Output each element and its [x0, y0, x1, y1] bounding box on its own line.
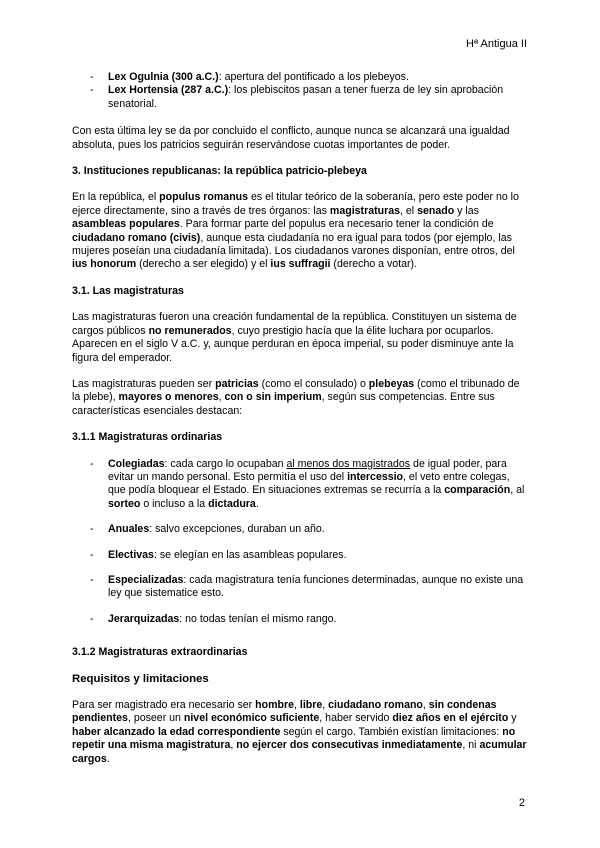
bold-term: ius honorum	[72, 258, 137, 271]
laws-list	[72, 71, 528, 111]
bold-term: hombre	[255, 699, 294, 711]
text-run: , cuyo prestigio hacía que la élite luchara por ocuparlos. Aparecen en el siglo V a.C. y, aunque perduran en época imperial, su poder disminuye ante la figura del emperador.	[72, 324, 514, 364]
list-item	[72, 71, 528, 84]
law-name: Lex Hortensia (287 a.C.)	[108, 84, 229, 97]
text-run: de igual poder, para evitar un mando personal. Esto permitía el uso del	[108, 457, 507, 483]
bold-term: mayores o menores	[118, 391, 219, 404]
page-number: 2	[518, 797, 525, 809]
text-run: : no todas tenían el mismo rango.	[179, 612, 337, 625]
list-item	[72, 84, 528, 111]
text-run: ,	[218, 391, 225, 404]
dash-bullet: -	[90, 573, 94, 586]
text-run: , haber servido	[319, 712, 393, 725]
republic-paragraph	[72, 191, 528, 271]
dash-bullet: -	[90, 71, 94, 83]
bold-term: Jerarquizadas	[108, 612, 180, 625]
magistraturas-types-paragraph	[72, 378, 528, 418]
bold-term: sorteo	[108, 497, 141, 510]
bold-term: plebeyas	[368, 377, 415, 390]
text-run: Las magistraturas fueron una creación fundamental de la república. Constituyen un sistema de cargos públicos	[72, 311, 517, 337]
text-run: .	[106, 752, 110, 765]
text-run: (derecho a ser elegido) y el	[136, 258, 271, 271]
text-run: : salvo excepciones, duraban un año.	[149, 523, 325, 536]
text-run: En la república, el	[72, 191, 160, 204]
subsection-heading-ordinarias: 3.1.1 Magistraturas ordinarias	[72, 431, 223, 444]
text-run: es el titular teórico de la soberanía, pero este poder no lo ejerce directamente, sino a través de tres órganos: las	[72, 191, 519, 217]
text-run: Para ser magistrado era necesario ser	[72, 699, 256, 711]
text-run: , al	[510, 484, 525, 497]
text-run: , poseer un	[127, 712, 184, 725]
dash-bullet: -	[90, 84, 94, 97]
bold-term: patricias	[215, 377, 259, 390]
section-heading-magistraturas: 3.1. Las magistraturas	[72, 284, 184, 297]
bold-term: diez años en el ejército	[392, 712, 509, 725]
list-item	[72, 458, 528, 512]
text-run: . Para formar parte del populus era necesario tener la condición de	[179, 218, 494, 231]
bold-term: populus romanus	[159, 191, 249, 204]
bold-term: senado	[417, 204, 455, 217]
text-run: ,	[422, 699, 429, 711]
bold-term: Anuales	[108, 523, 150, 536]
text-run: : cada cargo lo ocupaban	[164, 457, 287, 470]
bold-term: comparación	[444, 484, 511, 497]
page-content	[72, 71, 528, 779]
bold-term: intercessio	[347, 470, 404, 483]
text-run: , según sus competencias. Entre sus características esenciales destacan:	[72, 391, 495, 417]
bold-term: dictadura	[208, 497, 256, 510]
dash-bullet: -	[90, 548, 94, 561]
bold-term: haber alcanzado la edad correspondiente	[72, 725, 281, 738]
list-item	[72, 549, 528, 562]
magistraturas-intro-paragraph	[72, 311, 528, 365]
bold-term: Especializadas	[108, 573, 184, 586]
bold-term: con o sin imperium	[224, 391, 322, 404]
text-run: (derecho a votar).	[330, 258, 418, 271]
subsection-heading-requisitos: Requisitos y limitaciones	[72, 672, 209, 685]
bold-term: no ejercer dos consecutivas inmediatamente	[236, 739, 463, 752]
bold-term: magistraturas	[329, 204, 400, 217]
law-description: : apertura del pontificado a los plebeyos.	[218, 71, 409, 83]
bold-term: ius suffragii	[270, 258, 331, 271]
requisitos-paragraph	[72, 699, 528, 766]
bold-term: libre	[299, 699, 323, 711]
bold-term: nivel económico suficiente	[183, 712, 320, 725]
text-run: , el	[400, 204, 418, 217]
bold-term: ciudadano romano	[328, 699, 423, 711]
law-description: : los plebiscitos pasan a tener fuerza de ley sin aprobación senatorial.	[108, 84, 504, 110]
text-run: (como el consulado) o	[258, 377, 369, 390]
text-run: ,	[293, 699, 300, 711]
bold-term: Colegiadas	[108, 457, 165, 470]
text-run: (como el tribunado de la plebe),	[72, 377, 520, 404]
dash-bullet: -	[90, 612, 94, 625]
text-run: y las	[454, 204, 479, 217]
bold-term: acumular cargos	[72, 739, 527, 765]
bold-term: sin condenas pendientes	[72, 699, 497, 725]
underlined-term: al menos dos magistrados	[286, 457, 411, 470]
bold-term: asambleas populares	[72, 218, 180, 231]
bold-term: Electivas	[108, 548, 154, 561]
text-run: , aunque esta ciudadanía no era igual para todos (por ejemplo, las mujeres poseían una ciudadanía limitada). Los ciudadanos varones disponían, entre otros, del	[72, 231, 515, 258]
text-run: según el cargo. También existían limitaciones:	[280, 725, 503, 738]
dash-bullet: -	[90, 457, 94, 470]
text-run: : se elegían en las asambleas populares.	[153, 548, 347, 561]
bold-term: no repetir una misma magistratura	[72, 725, 516, 752]
subsection-heading-extraordinarias: 3.1.2 Magistraturas extraordinarias	[72, 646, 248, 659]
conflict-conclusion-paragraph: Con esta última ley se da por concluido el conflicto, aunque nunca se alcanzará una igualdad absoluta, pues los patricios seguirán reservándose cuotas importantes de poder.	[72, 125, 510, 151]
list-item	[72, 523, 528, 536]
page-header: Hª Antigua II	[466, 38, 527, 50]
bold-term: ciudadano romano (civis)	[72, 231, 201, 244]
text-run: o incluso a la	[140, 497, 209, 510]
ordinarias-list	[72, 458, 528, 627]
bold-term: no remunerados	[148, 324, 232, 337]
law-name: Lex Ogulnia (300 a.C.)	[108, 71, 219, 83]
list-item	[72, 574, 528, 601]
dash-bullet: -	[90, 523, 94, 536]
text-run: y	[508, 712, 517, 725]
text-run: ,	[322, 699, 329, 711]
text-run: Las magistraturas pueden ser	[72, 377, 216, 390]
text-run: , ni	[462, 739, 480, 752]
list-item	[72, 613, 528, 626]
text-run: , el veto entre colegas, que podía bloquear el Estado. En situaciones extremas se recurría a la	[108, 470, 510, 497]
text-run: ,	[230, 739, 237, 752]
text-run: : cada magistratura tenía funciones determinadas, aunque no existe una ley que sistematice esto.	[108, 573, 524, 600]
section-heading-institutions: 3. Instituciones republicanas: la república patricio-plebeya	[72, 165, 367, 178]
text-run: .	[255, 497, 259, 510]
